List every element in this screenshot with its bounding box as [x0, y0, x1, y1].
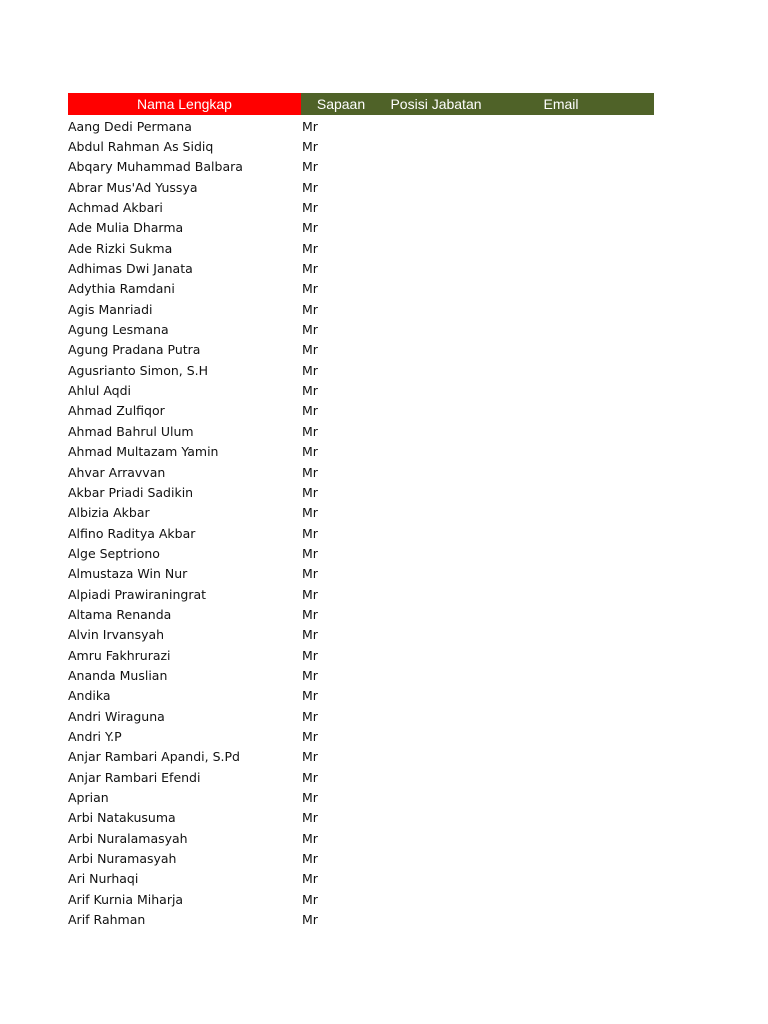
cell-sapaan[interactable]: Mr: [302, 220, 318, 236]
table-row: [68, 767, 654, 787]
cell-sapaan[interactable]: Mr: [302, 505, 318, 521]
table-row: [68, 258, 654, 278]
cell-sapaan[interactable]: Mr: [302, 606, 318, 622]
table-row: [68, 177, 654, 197]
cell-sapaan[interactable]: Mr: [302, 200, 318, 216]
spreadsheet: [68, 93, 654, 930]
cell-nama[interactable]: Ade Rizki Sukma: [68, 240, 173, 256]
cell-nama[interactable]: Agung Lesmana: [68, 322, 169, 338]
cell-nama[interactable]: Agusrianto Simon, S.H: [68, 362, 209, 378]
table-row: [68, 564, 654, 584]
cell-sapaan[interactable]: Mr: [302, 240, 318, 256]
table-row: [68, 319, 654, 339]
cell-sapaan[interactable]: Mr: [302, 708, 318, 724]
header-sapaan[interactable]: Sapaan: [316, 96, 366, 112]
header-email[interactable]: Email: [543, 96, 579, 112]
cell-nama[interactable]: Agung Pradana Putra: [68, 342, 201, 358]
cell-nama[interactable]: Ari Nurhaqi: [68, 871, 139, 887]
table-row: [68, 442, 654, 462]
cell-sapaan[interactable]: Mr: [302, 261, 318, 277]
table-row: [68, 848, 654, 868]
cell-sapaan[interactable]: Mr: [302, 545, 318, 561]
cell-sapaan[interactable]: Mr: [302, 647, 318, 663]
cell-nama[interactable]: Alge Septriono: [68, 545, 160, 561]
table-row: [68, 604, 654, 624]
cell-nama[interactable]: Arbi Natakusuma: [68, 810, 176, 826]
cell-nama[interactable]: Akbar Priadi Sadikin: [68, 484, 194, 500]
table-row: [68, 726, 654, 746]
cell-sapaan[interactable]: Mr: [302, 810, 318, 826]
cell-sapaan[interactable]: Mr: [302, 627, 318, 643]
table-row: [68, 543, 654, 563]
cell-nama[interactable]: Ahmad Zulfiqor: [68, 403, 165, 419]
cell-nama[interactable]: Ananda Muslian: [68, 667, 168, 683]
cell-nama[interactable]: Amru Fakhrurazi: [68, 647, 171, 663]
table-row: [68, 808, 654, 828]
cell-sapaan[interactable]: Mr: [302, 728, 318, 744]
table-row: [68, 197, 654, 217]
table-row: [68, 340, 654, 360]
cell-nama[interactable]: Altama Renanda: [68, 606, 172, 622]
cell-nama[interactable]: Aprian: [68, 790, 109, 806]
table-row: [68, 462, 654, 482]
cell-nama[interactable]: Ahlul Aqdi: [68, 383, 131, 399]
header-rest-group: [301, 93, 654, 115]
cell-sapaan[interactable]: Mr: [302, 851, 318, 867]
cell-nama[interactable]: Achmad Akbari: [68, 200, 163, 216]
cell-sapaan[interactable]: Mr: [302, 891, 318, 907]
cell-sapaan[interactable]: Mr: [302, 667, 318, 683]
cell-nama[interactable]: Arif Kurnia Miharja: [68, 891, 184, 907]
table-row: [68, 787, 654, 807]
cell-sapaan[interactable]: Mr: [302, 403, 318, 419]
table-row: [68, 116, 654, 136]
cell-nama[interactable]: Arbi Nuramasyah: [68, 851, 177, 867]
header-nama-lengkap[interactable]: Nama Lengkap: [68, 93, 301, 115]
table-row: [68, 401, 654, 421]
cell-sapaan[interactable]: Mr: [302, 830, 318, 846]
cell-nama[interactable]: Almustaza Win Nur: [68, 566, 188, 582]
cell-sapaan[interactable]: Mr: [302, 281, 318, 297]
table-row: [68, 909, 654, 929]
table-row: [68, 136, 654, 156]
cell-nama[interactable]: Alvin Irvansyah: [68, 627, 165, 643]
cell-nama[interactable]: Albizia Akbar: [68, 505, 150, 521]
table-body: [68, 116, 654, 930]
table-row: [68, 747, 654, 767]
cell-nama[interactable]: Adythia Ramdani: [68, 281, 175, 297]
cell-sapaan[interactable]: Mr: [302, 118, 318, 134]
cell-sapaan[interactable]: Mr: [302, 139, 318, 155]
table-row: [68, 706, 654, 726]
cell-sapaan[interactable]: Mr: [302, 525, 318, 541]
cell-sapaan[interactable]: Mr: [302, 871, 318, 887]
cell-nama[interactable]: Adhimas Dwi Janata: [68, 261, 193, 277]
cell-nama[interactable]: Ahmad Bahrul Ulum: [68, 423, 194, 439]
table-row: [68, 828, 654, 848]
cell-sapaan[interactable]: Mr: [302, 179, 318, 195]
cell-nama[interactable]: Anjar Rambari Apandi, S.Pd: [68, 749, 240, 765]
table-row: [68, 869, 654, 889]
table-row: [68, 157, 654, 177]
table-row: [68, 360, 654, 380]
cell-nama[interactable]: Abqary Muhammad Balbara: [68, 159, 243, 175]
cell-nama[interactable]: Andri Y.P: [68, 728, 122, 744]
cell-sapaan[interactable]: Mr: [302, 790, 318, 806]
cell-nama[interactable]: Arif Rahman: [68, 912, 146, 928]
table-row: [68, 625, 654, 645]
cell-nama[interactable]: Andri Wiraguna: [68, 708, 165, 724]
cell-nama[interactable]: Ahmad Multazam Yamin: [68, 444, 219, 460]
cell-nama[interactable]: Abdul Rahman As Sidiq: [68, 139, 214, 155]
table-row: [68, 523, 654, 543]
table-row: [68, 889, 654, 909]
cell-sapaan[interactable]: Mr: [302, 484, 318, 500]
table-row: [68, 218, 654, 238]
cell-nama[interactable]: Arbi Nuralamasyah: [68, 830, 188, 846]
cell-nama[interactable]: Ade Mulia Dharma: [68, 220, 184, 236]
header-row: [68, 93, 654, 115]
cell-nama[interactable]: Agis Manriadi: [68, 301, 153, 317]
table-row: [68, 421, 654, 441]
cell-nama[interactable]: Aang Dedi Permana: [68, 118, 192, 134]
cell-nama[interactable]: Abrar Mus'Ad Yussya: [68, 179, 198, 195]
table-row: [68, 238, 654, 258]
cell-sapaan[interactable]: Mr: [302, 444, 318, 460]
cell-nama[interactable]: Ahvar Arravvan: [68, 464, 166, 480]
table-row: [68, 279, 654, 299]
cell-sapaan[interactable]: Mr: [302, 912, 318, 928]
table-row: [68, 584, 654, 604]
table-row: [68, 686, 654, 706]
table-row: [68, 299, 654, 319]
cell-sapaan[interactable]: Mr: [302, 301, 318, 317]
cell-sapaan[interactable]: Mr: [302, 566, 318, 582]
cell-nama[interactable]: Alfino Raditya Akbar: [68, 525, 196, 541]
table-row: [68, 503, 654, 523]
cell-sapaan[interactable]: Mr: [302, 159, 318, 175]
cell-sapaan[interactable]: Mr: [302, 362, 318, 378]
cell-nama[interactable]: Anjar Rambari Efendi: [68, 769, 201, 785]
cell-sapaan[interactable]: Mr: [302, 688, 318, 704]
cell-sapaan[interactable]: Mr: [302, 342, 318, 358]
cell-sapaan[interactable]: Mr: [302, 769, 318, 785]
cell-sapaan[interactable]: Mr: [302, 383, 318, 399]
table-row: [68, 380, 654, 400]
cell-sapaan[interactable]: Mr: [302, 464, 318, 480]
table-row: [68, 665, 654, 685]
header-posisi-jabatan[interactable]: Posisi Jabatan: [390, 96, 482, 112]
table-row: [68, 645, 654, 665]
cell-sapaan[interactable]: Mr: [302, 423, 318, 439]
cell-nama[interactable]: Andika: [68, 688, 111, 704]
table-row: [68, 482, 654, 502]
cell-nama[interactable]: Alpiadi Prawiraningrat: [68, 586, 207, 602]
cell-sapaan[interactable]: Mr: [302, 586, 318, 602]
cell-sapaan[interactable]: Mr: [302, 749, 318, 765]
cell-sapaan[interactable]: Mr: [302, 322, 318, 338]
